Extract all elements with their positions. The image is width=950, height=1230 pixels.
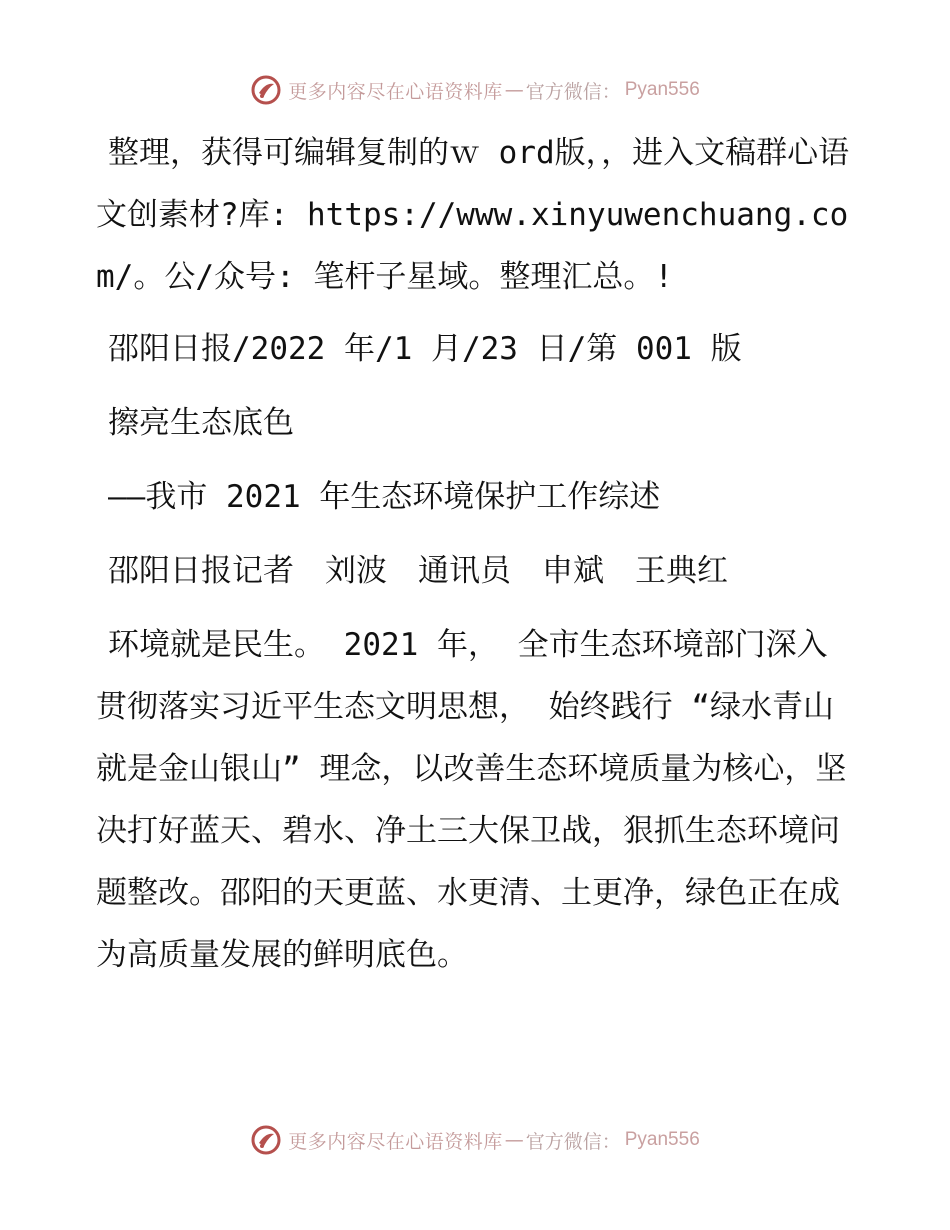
header-wechat-id: Pyan556	[624, 79, 700, 100]
footer-wechat-id: Pyan556	[624, 1129, 700, 1150]
header-wechat-label: 官方微信：	[525, 80, 621, 103]
logo-icon	[250, 74, 282, 106]
footer-brand-text: 更多内容尽在心语资料库	[288, 1130, 503, 1153]
header-watermark	[0, 70, 950, 110]
document-body	[96, 122, 856, 996]
intro-paragraph: 整理，获得可编辑复制的ｗ ord版，，进入文稿群心语文创素材?库: https://www.xinyuwenchuang.com/。公/众号: 笔杆子星域。整理汇总。!	[96, 135, 850, 295]
footer-wechat-label: 官方微信：	[525, 1130, 621, 1153]
article-byline: 邵阳日报记者 刘波 通讯员 申斌 王典红	[108, 553, 728, 589]
header-separator: —	[504, 79, 524, 101]
footer-watermark	[0, 1120, 950, 1160]
footer-separator: —	[504, 1129, 524, 1151]
article-paragraph: 环境就是民生。 2021 年， 全市生态环境部门深入贯彻落实习近平生态文明思想， 始终践行 “绿水青山就是金山银山” 理念，以改善生态环境质量为核心，坚决打好蓝天、碧水、净土三大保卫战，狠抓生态环境问题整改。邵阳的天更蓝、水更清、土更净，绿色正在成为高质量发展的鲜明底色。	[96, 627, 847, 973]
header-brand-text: 更多内容尽在心语资料库	[288, 80, 503, 103]
article-headline: 擦亮生态底色	[108, 405, 294, 441]
logo-icon	[250, 1124, 282, 1156]
source-line: 邵阳日报/2022 年/1 月/23 日/第 001 版	[108, 331, 742, 367]
article-subheadline: ——我市 2021 年生态环境保护工作综述	[108, 479, 661, 515]
